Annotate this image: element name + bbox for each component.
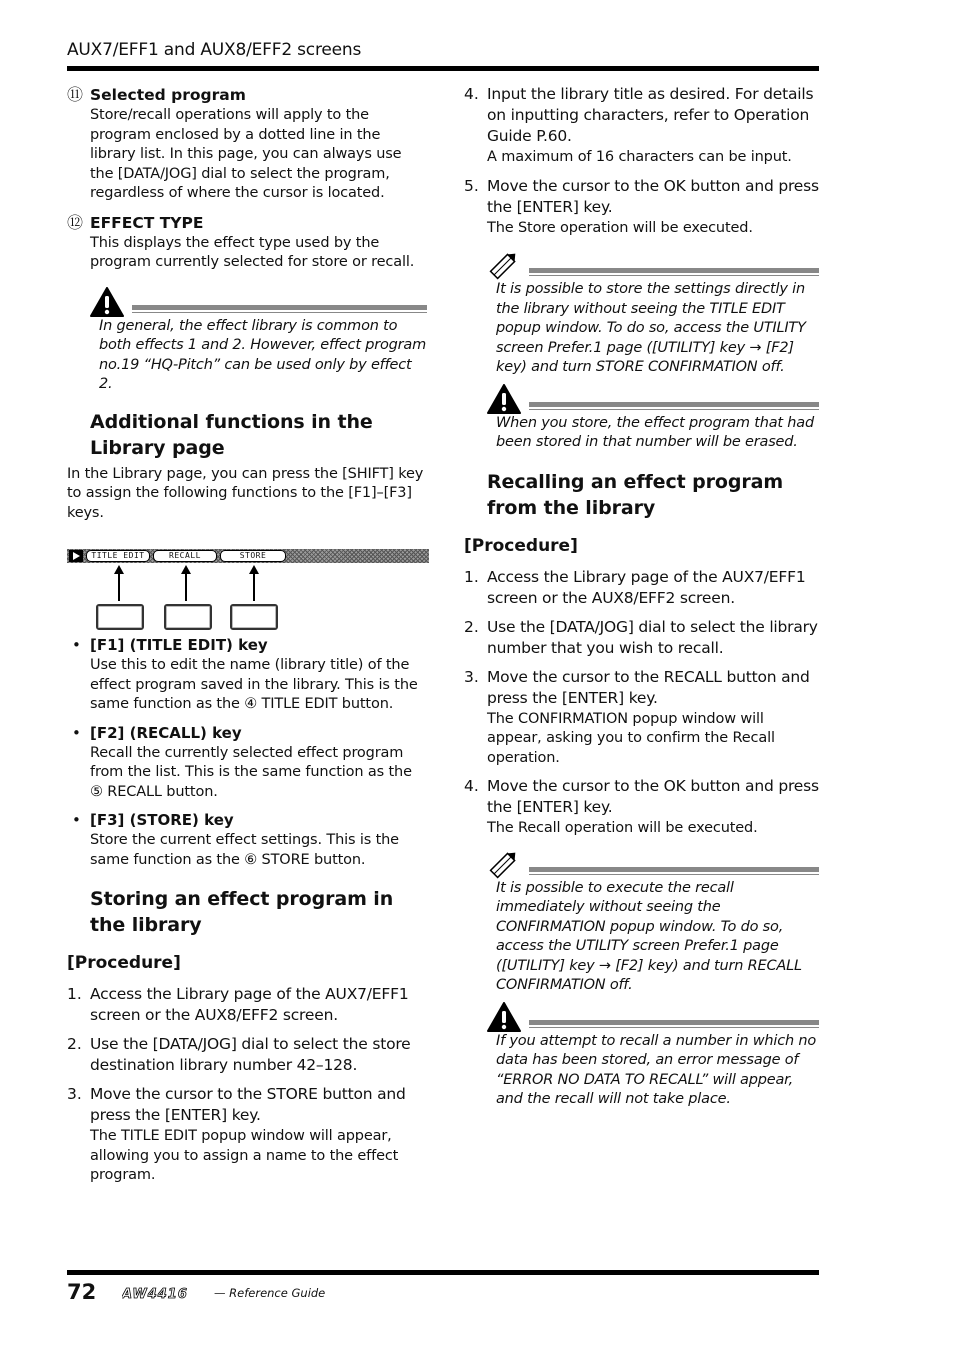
running-header: AUX7/EFF1 and AUX8/EFF2 screens (67, 40, 362, 60)
item-title: EFFECT TYPE (90, 213, 204, 232)
bullet-title: [F3] (STORE) key (90, 811, 234, 829)
lcd-title-edit-button[interactable]: TITLE EDIT (86, 550, 150, 562)
note-rule (529, 268, 819, 276)
step-note: The Store operation will be executed. (487, 219, 753, 236)
step-item (464, 776, 819, 839)
store-steps (67, 984, 427, 1186)
section-heading: Storing an effect program in the library (90, 888, 394, 936)
f1-key[interactable] (96, 604, 144, 630)
step-item (67, 1034, 427, 1076)
step-text: Move the cursor to the STORE button and press the [ENTER] key. (90, 1085, 406, 1124)
step-note: The TITLE EDIT popup window will appear, allowing you to assign a name to the effect program. (90, 1128, 399, 1183)
step-note: The CONFIRMATION popup window will appear, asking you to confirm the Recall operation. (487, 710, 775, 766)
step-text: Use the [DATA/JOG] dial to select the store destination library number 42–128. (90, 1035, 411, 1074)
step-text: Use the [DATA/JOG] dial to select the library number that you wish to recall. (487, 617, 818, 657)
list-item (67, 810, 427, 870)
page-number: 72 (67, 1280, 97, 1304)
caution-text: When you store, the effect program that had been stored in that number will be erased. (496, 414, 814, 450)
step-number: 4. (464, 85, 479, 103)
step-item (464, 667, 819, 769)
step-text: Move the cursor to the OK button and press the [ENTER] key. (487, 777, 819, 816)
tip-note (487, 849, 819, 996)
arrow-up-icon (253, 573, 255, 601)
arrow-up-icon (185, 573, 187, 601)
item-title: Selected program (90, 86, 246, 104)
step-item (67, 984, 427, 1026)
bullet-icon: • (72, 636, 81, 654)
note-rule (529, 867, 819, 875)
right-column (464, 84, 819, 1110)
pencil-icon (487, 250, 521, 280)
bullet-title: [F2] (RECALL) key (90, 723, 242, 742)
procedure-heading: [Procedure] (464, 535, 578, 556)
callout-number: ⑪ (67, 85, 84, 104)
svg-text:AW4416: AW4416 (122, 1287, 188, 1300)
step-number: 2. (67, 1035, 82, 1053)
step-number: 1. (464, 567, 479, 586)
function-key-list (67, 635, 427, 870)
warning-icon (90, 287, 124, 317)
bullet-text: Use this to edit the name (library title) of the effect program saved in the library. This is the same function as the ④ TITLE EDIT button. (90, 657, 418, 712)
lcd-store-button[interactable]: STORE (220, 550, 286, 562)
note-rule (529, 1020, 819, 1028)
caution-note (487, 384, 819, 453)
footer-brand (122, 1286, 325, 1300)
header-rule (67, 66, 819, 71)
item-text: This displays the effect type used by the program currently selected for store or recall. (90, 234, 415, 270)
step-item (67, 1084, 427, 1186)
step-number: 1. (67, 985, 82, 1003)
recall-steps (464, 567, 819, 839)
left-column (67, 84, 427, 1186)
caution-text: If you attempt to recall a number in which no data has been stored, an error message of “ERROR NO DATA TO RECALL” will appear, and the recall will not take place. (496, 1032, 817, 1107)
warning-icon (487, 384, 521, 414)
step-number: 3. (67, 1085, 82, 1103)
step-number: 5. (464, 176, 479, 195)
tip-text: It is possible to execute the recall immediately without seeing the CONFIRMATION popup window. To do so, access the UTILITY screen Prefer.1 page ([UTILITY] key → [F2] key) and turn RECALL CONFIRMATION off. (496, 879, 802, 993)
step-item (464, 176, 819, 239)
bullet-icon: • (72, 723, 81, 742)
step-note: A maximum of 16 characters can be input. (487, 149, 792, 165)
f3-key[interactable] (230, 604, 278, 630)
step-item (464, 567, 819, 609)
caution-note (487, 1002, 819, 1110)
bullet-text: Recall the currently selected effect program from the list. This is the same function as the ⑤ RECALL button. (90, 744, 412, 800)
note-rule (529, 402, 819, 410)
tip-text: It is possible to store the settings directly in the library without seeing the TITLE EDIT popup window. To do so, access the UTILITY screen Prefer.1 page ([UTILITY] key → [F2] key) and turn STORE CONFIRMATION off. (496, 281, 806, 375)
section-intro: In the Library page, you can press the [SHIFT] key to assign the following functions to the [F1]–[F3] keys. (67, 465, 424, 521)
caution-note (90, 287, 427, 395)
step-text: Access the Library page of the AUX7/EFF1 screen or the AUX8/EFF2 screen. (487, 567, 806, 607)
step-item (464, 84, 819, 168)
procedure-heading: [Procedure] (67, 953, 181, 973)
pencil-icon (487, 849, 521, 879)
aw4416-logo-icon (122, 1286, 210, 1300)
item-effect-type (67, 212, 427, 273)
step-number: 2. (464, 617, 479, 636)
item-text: Store/recall operations will apply to the program enclosed by a dotted line in the library list. In this page, you can always use the [DATA/JOG] dial to select the program, regardless of where the cursor is located. (90, 107, 402, 201)
step-number: 3. (464, 667, 479, 686)
item-selected-program (67, 84, 427, 204)
note-rule (132, 305, 427, 313)
play-icon (69, 550, 83, 562)
footer-guide-label: — Reference Guide (214, 1286, 326, 1300)
step-text: Move the cursor to the RECALL button and press the [ENTER] key. (487, 667, 810, 707)
step-text: Input the library title as desired. For details on inputting characters, refer to Operation Guide P.60. (487, 85, 814, 145)
list-item (67, 723, 427, 803)
list-item (67, 635, 427, 715)
f2-key[interactable] (164, 604, 212, 630)
warning-icon (487, 1002, 521, 1032)
bullet-icon: • (72, 811, 81, 829)
step-number: 4. (464, 777, 479, 795)
lcd-recall-button[interactable]: RECALL (153, 550, 217, 562)
callout-number: ⑫ (67, 212, 84, 232)
bullet-text: Store the current effect settings. This is the same function as the ⑥ STORE button. (90, 832, 399, 868)
step-note: The Recall operation will be executed. (487, 820, 758, 836)
section-heading: Additional functions in the Library page (90, 410, 373, 459)
section-heading: Recalling an effect program from the library (487, 470, 784, 519)
footer-rule (67, 1270, 819, 1275)
step-item (464, 617, 819, 659)
tip-note (487, 250, 819, 378)
step-text: Access the Library page of the AUX7/EFF1 screen or the AUX8/EFF2 screen. (90, 985, 409, 1024)
arrow-up-icon (118, 573, 120, 601)
step-text: Move the cursor to the OK button and press the [ENTER] key. (487, 176, 819, 216)
function-key-diagram (67, 549, 429, 565)
bullet-title: [F1] (TITLE EDIT) key (90, 636, 268, 654)
caution-text: In general, the effect library is common to both effects 1 and 2. However, effect program no.19 “HQ-Pitch” can be used only by effect 2. (99, 317, 427, 392)
